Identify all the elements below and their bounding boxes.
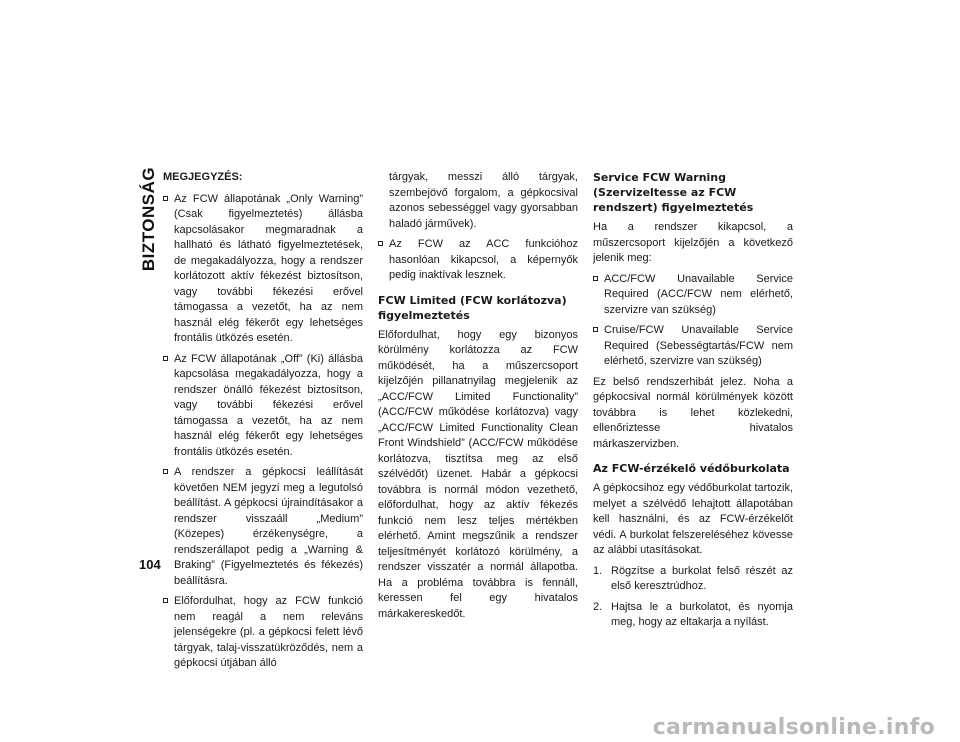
checkbox-bullet-icon [163,598,168,603]
message-bullet-text: ACC/FCW Unavailable Service Required (ACC/FCW nem elérhető, szervizre van szükség) [604,272,793,316]
column-1 [163,170,363,677]
step-text: Rögzítse a burkolat felső részét az első keresztrúdhoz. [611,564,793,592]
note-title: MEGJEGYZÉS: [163,171,243,183]
paragraph-fcw-limited: Előfordulhat, hogy egy bizonyos körülmény korlátozza az FCW működését, ha a műszercsoport kijelzőjén pillanatnyilag megjelenik az „ACC/FCW Limited Functionality” (ACC/FCW működése korlátozva) vagy „ACC/FCW Limited Functionality Clean Front Windshield” (ACC/FCW működése korlátozva, tisztítsa meg az első szélvédőt) üzenet. Habár a gépkocsi továbbra is normál módon vezethető, előfordulhat, hogy az aktív fékezés funkció nem lesz teljes mértékben elérhető. Amint megszűnik a rendszer teljesítményét korlátozó körülmény, a rendszer visszatér a normál állapotba. Ha a probléma továbbra is fennáll, keressen fel egy hivatalos márkakereskedőt. [378,328,578,620]
column-2 [378,170,578,627]
note-bullet-3 [163,465,363,589]
message-bullet-2 [593,323,793,370]
section-heading-sensor-cover: Az FCW-érzékelő védőburkolata [593,462,790,475]
checkbox-bullet-icon [378,241,383,246]
paragraph-service-intro: Ha a rendszer kikapcsol, a műszercsoport kijelzőjén a következő jelenik meg: [593,221,793,264]
bullet-continuation: tárgyak, messzi álló tárgyak, szembejövő forgalom, a gépkocsival azonos sebességgel vagy gyorsabban haladó járművek). [389,171,578,230]
note-bullet-5 [378,237,578,284]
paragraph-sensor-cover: A gépkocsihoz egy védőburkolat tartozik, melyet a szélvédő lehajtott állapotában kell használni, és az FCW-érzékelőt védi. A burkolat felszereléséhez kövesse az alábbi utasításokat. [593,482,793,556]
watermark: carmanualsonline.info [652,715,935,740]
note-bullet-2 [163,352,363,461]
note-bullet-text: Előfordulhat, hogy az FCW funkció nem reagál a nem releváns jelenségekre (pl. a gépkocsi felett lévő tárgyak, talaj-visszatükröződés, nem a gépkocsi útjában álló [174,595,363,669]
note-bullet-text: Az FCW az ACC funkcióhoz hasonlóan kikapcsol, a képernyők pedig inaktívak lesznek. [389,238,578,281]
note-bullet-text: A rendszer a gépkocsi leállítását követően NEM jegyzi meg a legutolsó beállítást. A gépkocsi újraindításakor a rendszer visszaáll „Medium” (Közepes) érzékenységre, a rendszerállapot pedig a „Warning & Braking” (Figyelmeztetés és fékezés) beállításra. [174,466,363,587]
step-text: Hajtsa le a burkolatot, és nyomja meg, hogy az eltakarja a nyílást. [611,600,793,628]
column-3 [593,170,793,636]
checkbox-bullet-icon [593,327,598,332]
checkbox-bullet-icon [163,356,168,361]
checkbox-bullet-icon [593,276,598,281]
message-bullet-text: Cruise/FCW Unavailable Service Required (Sebességtartás/FCW nem elérhető, szervizre van szükség) [604,324,793,367]
section-side-tab [138,160,160,278]
paragraph-service-note: Ez belső rendszerhibát jelez. Noha a gépkocsival normál körülmények között továbbra is lehet közlekedni, ellenőriztesse hivatalos márkaszervizben. [593,375,793,450]
checkbox-bullet-icon [163,469,168,474]
step-number: 1. [593,564,603,577]
note-bullet-1 [163,192,363,347]
step-item-1 [593,564,793,595]
section-heading-fcw-limited: FCW Limited (FCW korlátozva) figyelmeztetés [378,293,567,322]
checkbox-bullet-icon [163,196,168,201]
section-side-tab-label: BIZTONSÁG [139,166,158,272]
note-bullet-text: Az FCW állapotának „Only Warning” (Csak figyelmeztetés) állásba kapcsolásakor megmaradnak a hallható és látható figyelmeztetések, de megakadályozza, hogy a rendszer korlátozott aktív fékezést biztosítson, vagy további fékezési erővel támogassa a vezetőt, ha az nem használ elég fékerőt egy lehetséges frontális ütközés esetén. [174,192,363,344]
note-bullet-text: Az FCW állapotának „Off” (Ki) állásba kapcsolása megakadályozza, hogy a rendszer önálló fékezést biztosítson, vagy további fékezési erővel támogassa a vezetőt, ha az nem használ elég fékerőt egy lehetséges frontális ütközés esetén. [174,352,363,458]
section-heading-service-fcw: Service FCW Warning (Szervizeltesse az FCW rendszert) figyelmeztetés [593,171,754,214]
step-number: 2. [593,600,603,613]
message-bullet-1 [593,272,793,319]
page-number: 104 [139,557,161,572]
note-bullet-4 [163,594,363,672]
step-item-2 [593,600,793,631]
